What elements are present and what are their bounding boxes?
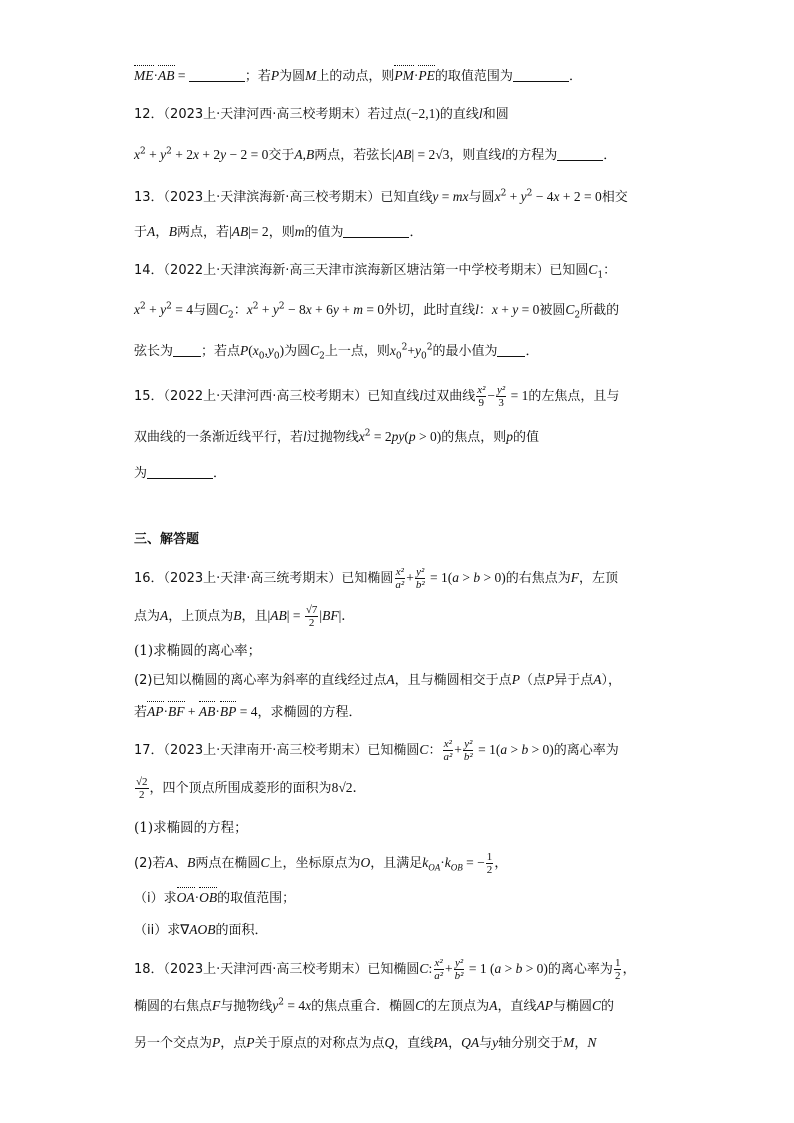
problem-17-line-1: 17．（2023上·天津南开·高三校考期末）已知椭圆C： $\frac{\text{x²}}{\text{a²}}$ + $\frac{\text{y²}}{\text{b²}}$ = 1(a > b > 0)的离心率为: [134, 738, 619, 763]
problem-17-line-2: $\frac{√2}{2}$ ，四个顶点所围成菱形的面积为8√2．: [136, 776, 366, 801]
source-tag: （2023上·天津河西·高三校考期末）: [163, 107, 368, 122]
problem-15-line-1: 15．（2022上·天津河西·高三校考期末）已知直线l过双曲线 $\frac{\text{x²}}{9}$ − $\frac{\text{y²}}{3}$ = 1的左焦点，且与: [134, 384, 620, 409]
problem-16-line-2: 点为A，上顶点为B，且|AB| = $\frac{√7}{2}$ |BF|．: [134, 604, 355, 629]
answer-blank: [513, 67, 569, 82]
section-heading: 三、解答题: [134, 532, 200, 547]
problem-18-line-3: 另一个交点为P，点P关于原点的对称点为点Q，直线PA，QA与y轴分别交于M，N: [134, 1035, 597, 1051]
problem-12-line-1: 12．（2023上·天津河西·高三校考期末）若过点(−2,1)的直线l和圆: [134, 106, 509, 122]
answer-blank: [173, 342, 201, 357]
answer-blank: [497, 342, 525, 357]
vector-PM: PM: [394, 66, 414, 86]
source-tag: （2023上·天津滨海新·高三校考期末）: [163, 190, 381, 205]
problem-16-q2-line-2: 若AP·BF + AB·BP = 4，求椭圆的方程．: [134, 704, 362, 720]
problem-16-q2-line-1: (2)已知以椭圆的离心率为斜率的直线经过点A，且与椭圆相交于点P（点P异于点A），: [134, 672, 621, 688]
problem-17-q1: (1)求椭圆的方程；: [134, 820, 248, 836]
source-tag: （2022上·天津滨海新·高三天津市滨海新区塘沽第一中学校考期末）: [163, 263, 550, 278]
source-tag: （2023上·天津河西·高三校考期末）: [163, 962, 368, 977]
source-tag: （2023上·天津·高三统考期末）: [163, 571, 342, 586]
problem-14-line-2: $x^2 + y^2 = 4$与圆$C_2$：$x^2 + y^2 - 8x + 6y + m = 0$外切，此时直线l：x + y = 0被圆$C_2$所截的: [134, 301, 620, 321]
source-tag: （2023上·天津南开·高三校考期末）: [163, 743, 368, 758]
vector-PE: PE: [418, 66, 435, 86]
answer-blank: [189, 67, 245, 82]
problem-13-line-1: 13．（2023上·天津滨海新·高三校考期末）已知直线y = mx与圆$x^2 + y^2 - 4x + 2 = 0$相交: [134, 188, 628, 205]
problem-17-q2: (2)若A、B两点在椭圆C上，坐标原点为O，且满足$k_{OA}\cdot k_{OB}$ = − $\frac{1}{2}$ ，: [134, 851, 508, 876]
answer-blank: [147, 464, 213, 479]
problem-16-q1: (1)求椭圆的离心率；: [134, 643, 262, 659]
problem-17-qi: （i）求OA·OB的取值范围；: [134, 890, 296, 906]
problem-13-line-2: 于A，B两点，若|AB|= 2，则m的值为 ．: [134, 224, 423, 240]
problem-15-line-2: 双曲线的一条渐近线平行，若l过抛物线$x^2 = 2py(p > 0)$的焦点，则p的值: [134, 428, 540, 445]
problem-17-qii: （ii）求∇AOB的面积．: [134, 922, 268, 938]
problem-18-line-2: 椭圆的右焦点F与抛物线$y^2 = 4x$的焦点重合．椭圆C的左顶点为A，直线AP与椭圆C的: [134, 997, 614, 1014]
problem-18-line-1: 18．（2023上·天津河西·高三校考期末）已知椭圆C: $\frac{\text{x²}}{\text{a²}}$ + $\frac{\text{y²}}{\text{b²}}$ = 1 (a > b > 0)的离心率为 $\frac{1}{2}$ ，: [134, 957, 636, 982]
vector-AB: AB: [158, 66, 175, 86]
source-tag: （2022上·天津河西·高三校考期末）: [163, 389, 368, 404]
answer-blank: [557, 146, 603, 161]
problem-16-line-1: 16．（2023上·天津·高三统考期末）已知椭圆 $\frac{\text{x²}}{\text{a²}}$ + $\frac{\text{y²}}{\text{b²}}$ = 1(a > b > 0)的右焦点为F，左顶: [134, 566, 619, 591]
problem-12-line-2: $x^2 + y^2 + 2x + 2y - 2 = 0$交于A,B两点，若弦长|AB| = 2√3，则直线l的方程为 ．: [134, 146, 617, 163]
problem-14-line-3: 弦长为 ；若点$P(x_0,y_0)$为圆$C_2$上一点，则$x_0^2+y_0^2$的最小值为 ．: [134, 342, 539, 362]
vector-ME: ME: [134, 66, 154, 86]
p11-line: ME·AB = ；若P为圆M上的动点，则PM·PE的取值范围为 ．: [134, 68, 582, 84]
problem-15-line-3: 为 ．: [134, 466, 227, 481]
answer-blank: [343, 223, 409, 238]
problem-14-line-1: 14．（2022上·天津滨海新·高三天津市滨海新区塘沽第一中学校考期末）已知圆$C_1$：: [134, 262, 617, 281]
